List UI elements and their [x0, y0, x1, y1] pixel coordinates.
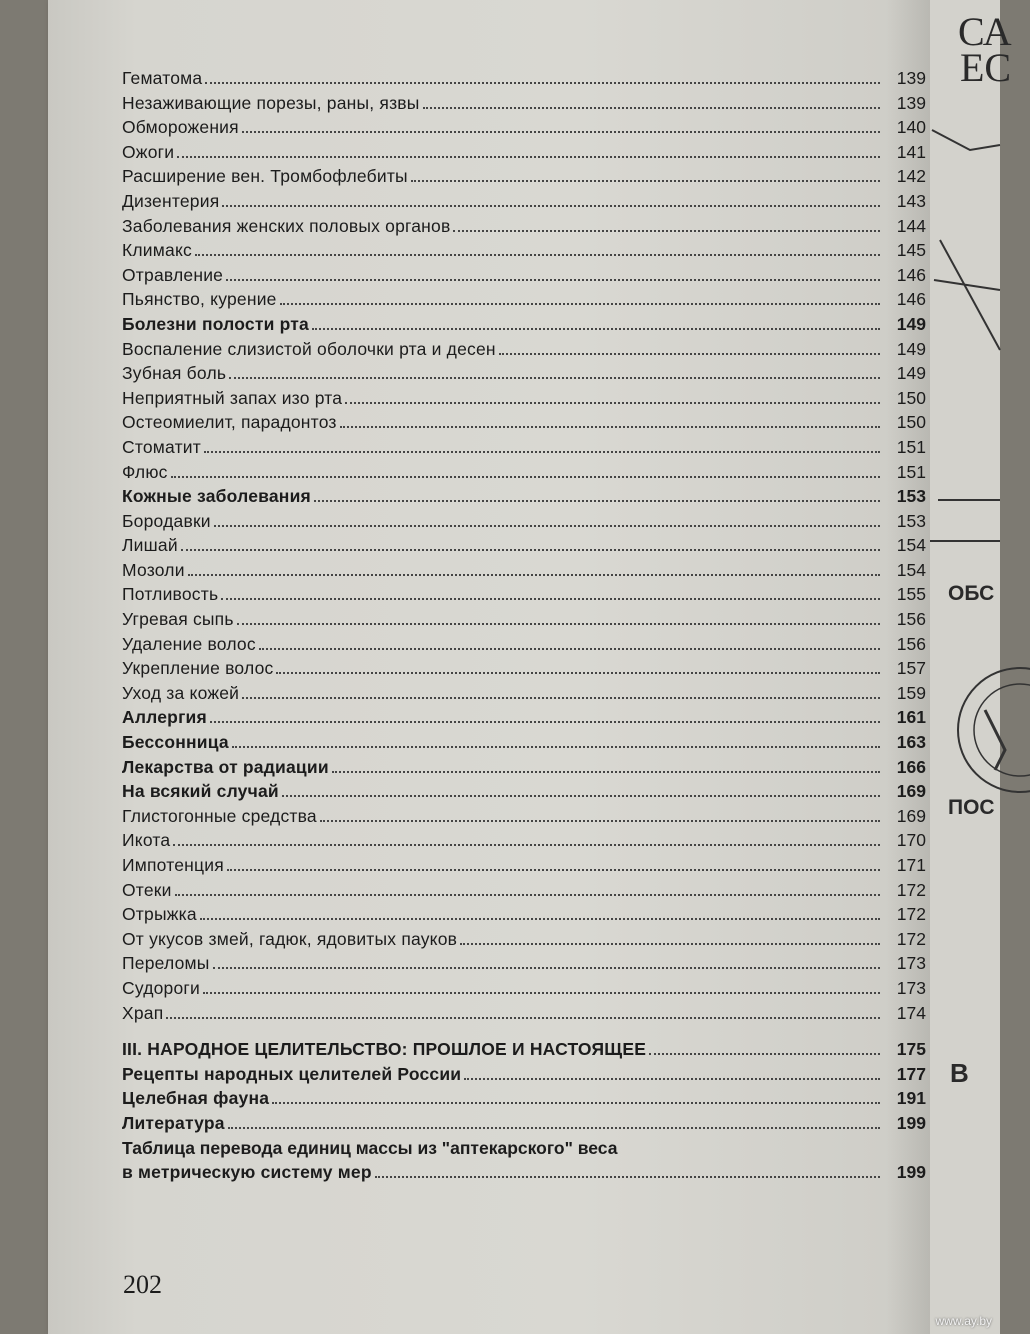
- toc-entry: [122, 1111, 930, 1136]
- toc-entry-title: Рецепты народных целителей России: [122, 1063, 462, 1084]
- dot-leader: [210, 721, 880, 723]
- dot-leader: [320, 820, 880, 822]
- toc-entry-title: Климакс: [122, 240, 192, 261]
- dot-leader: [166, 1017, 880, 1019]
- toc-entry-page: 149: [896, 313, 926, 334]
- toc-entry-title: Заболевания женских половых органов: [122, 215, 451, 236]
- toc-entry: [122, 435, 930, 460]
- toc-entry-title: Удаление волос: [122, 633, 256, 654]
- adjacent-page-rule: [930, 540, 1000, 542]
- toc-entry-page: 143: [896, 190, 926, 211]
- toc-entry-page: 163: [896, 732, 926, 753]
- toc-entry-title: Угревая сыпь: [122, 609, 234, 630]
- toc-entry: [122, 951, 930, 976]
- toc-entry-page: 156: [896, 609, 926, 630]
- dot-leader: [232, 746, 880, 748]
- toc-entry-title: Обморожения: [122, 117, 239, 138]
- toc-entry-page: 171: [896, 855, 926, 875]
- toc-entry-page: 177: [896, 1063, 926, 1084]
- toc-entry: [122, 1037, 930, 1062]
- toc-entry-page: 142: [896, 166, 926, 187]
- dot-leader: [280, 303, 880, 305]
- toc-entry-title: Потливость: [122, 584, 219, 605]
- dot-leader: [423, 107, 880, 109]
- page-number: 202: [123, 1270, 162, 1299]
- toc-entry-title: Незаживающие порезы, раны, язвы: [122, 92, 420, 113]
- toc-entry: [122, 853, 930, 878]
- toc-entry: [122, 287, 930, 312]
- toc-entry: [122, 533, 930, 558]
- dot-leader: [340, 426, 880, 428]
- adjacent-page-text-1: СА: [958, 9, 1012, 54]
- toc-entry: [122, 632, 930, 657]
- dot-leader: [242, 697, 880, 699]
- toc-entry: [122, 337, 930, 362]
- toc-entry-title: Литература: [122, 1112, 225, 1133]
- toc-entry: [122, 386, 930, 411]
- toc-entry: [122, 878, 930, 903]
- toc-entry: [122, 214, 930, 239]
- toc-entry-page: 139: [896, 68, 926, 88]
- toc-entry-title: Неприятный запах изо рта: [122, 387, 343, 408]
- toc-entry-title: Бородавки: [122, 510, 211, 531]
- toc-entry: [122, 410, 930, 435]
- toc-entry: [122, 730, 930, 755]
- dot-leader: [259, 648, 880, 650]
- toc-entry: [122, 705, 930, 730]
- toc-entry-title: Глистогонные средства: [122, 805, 317, 826]
- toc-entry-page: 153: [896, 486, 926, 507]
- toc-entry-page: 146: [896, 264, 926, 285]
- dot-leader: [229, 377, 880, 379]
- toc-entry-page: 191: [896, 1088, 926, 1109]
- toc-entry: [122, 460, 930, 485]
- adjacent-page-illustration: [930, 90, 1000, 510]
- dot-leader: [312, 328, 880, 330]
- toc-entry: [122, 927, 930, 952]
- dot-leader: [464, 1078, 880, 1080]
- toc-entry: [122, 681, 930, 706]
- toc-entry: [122, 263, 930, 288]
- toc-entry-title: Икота: [122, 830, 171, 851]
- dot-leader: [181, 549, 880, 551]
- toc-entry-page: 169: [896, 805, 926, 826]
- toc-entry-title: Воспаление слизистой оболочки рта и десен: [122, 338, 496, 359]
- toc-entry-page: 170: [896, 830, 926, 851]
- dot-leader: [175, 894, 880, 896]
- dot-leader: [222, 205, 880, 207]
- toc-entry-title: Лишай: [122, 535, 178, 556]
- toc-entry-title: Пьянство, курение: [122, 289, 277, 310]
- toc-entry: [122, 509, 930, 534]
- toc-entry: [122, 607, 930, 632]
- toc-entry-page: 166: [896, 756, 926, 777]
- toc-entry-page: 173: [896, 977, 926, 998]
- toc-section-3: [122, 1037, 930, 1135]
- dot-leader: [188, 574, 880, 576]
- toc-entry: [122, 558, 930, 583]
- dot-leader: [282, 795, 880, 797]
- dot-leader: [195, 254, 880, 256]
- toc-entry-page: 157: [896, 658, 926, 679]
- dot-leader: [453, 230, 880, 232]
- toc-entry-title: Переломы: [122, 953, 210, 974]
- dot-leader: [411, 180, 880, 182]
- toc-entry: [122, 238, 930, 263]
- toc-entry-title: Кожные заболевания: [122, 486, 311, 507]
- dot-leader: [203, 992, 880, 994]
- dot-leader: [173, 844, 880, 846]
- toc-entry-page: 155: [896, 584, 926, 605]
- toc-entry-title: в метрическую систему мер: [122, 1162, 372, 1183]
- dot-leader: [276, 672, 880, 674]
- toc-entry-page: 151: [896, 436, 926, 457]
- dot-leader: [213, 967, 880, 969]
- toc-entry-title: Дизентерия: [122, 190, 220, 211]
- toc-entry-page: 149: [896, 363, 926, 384]
- toc-entry: [122, 312, 930, 337]
- toc-entry-title: Целебная фауна: [122, 1088, 270, 1109]
- dot-leader: [221, 598, 880, 600]
- toc-entry-page: 145: [896, 240, 926, 261]
- toc-entry: [122, 1001, 930, 1026]
- toc-entry: [122, 976, 930, 1001]
- toc-entry-title: Ожоги: [122, 141, 175, 162]
- dot-leader: [237, 623, 880, 625]
- dot-leader: [226, 279, 880, 281]
- toc-entry: [122, 779, 930, 804]
- adjacent-page-heading-1: ОБС: [948, 582, 995, 605]
- toc-entry: [122, 755, 930, 780]
- toc-entry-page: 172: [896, 928, 926, 949]
- toc-entry: [122, 656, 930, 681]
- table-of-contents: [122, 66, 930, 1185]
- toc-entry-page: 153: [896, 510, 926, 531]
- dot-leader: [228, 1127, 880, 1129]
- dot-leader: [272, 1102, 880, 1104]
- toc-entry-title: Бессонница: [122, 732, 229, 753]
- toc-entry: [122, 902, 930, 927]
- toc-entry-title: Аллергия: [122, 707, 207, 728]
- dot-leader: [345, 402, 880, 404]
- toc-entry-page: 150: [896, 387, 926, 408]
- dot-leader: [242, 131, 880, 133]
- toc-entry: [122, 189, 930, 214]
- toc-entry-title: Укрепление волос: [122, 658, 274, 679]
- toc-entries: [122, 66, 930, 1025]
- dot-leader: [171, 476, 880, 478]
- toc-entry-page: 172: [896, 879, 926, 900]
- dot-leader: [204, 451, 880, 453]
- dot-leader: [332, 771, 880, 773]
- adjacent-page-heading-2: ПОС: [948, 796, 995, 819]
- toc-entry-title: На всякий случай: [122, 781, 279, 802]
- toc-entry-page: 146: [896, 289, 926, 310]
- toc-entry-page: 169: [896, 781, 926, 802]
- toc-entry-page: 140: [896, 117, 926, 138]
- toc-entry-page: 151: [896, 461, 926, 482]
- seal-icon: [950, 640, 1030, 820]
- toc-entry-title: Импотенция: [122, 855, 224, 875]
- toc-entry: [122, 804, 930, 829]
- toc-entry-title: Отрыжка: [122, 904, 197, 925]
- toc-entry-page: 139: [896, 92, 926, 113]
- dot-leader: [177, 156, 880, 158]
- toc-entry-title: III. НАРОДНОЕ ЦЕЛИТЕЛЬСТВО: ПРОШЛОЕ И НАСТОЯЩЕЕ: [122, 1039, 647, 1060]
- toc-entry-page: 141: [896, 141, 926, 162]
- toc-entry: [122, 484, 930, 509]
- toc-entry-title: Зубная боль: [122, 363, 227, 384]
- toc-entry-page: 156: [896, 633, 926, 654]
- toc-entry: [122, 361, 930, 386]
- toc-entry-title: Храп: [122, 1002, 164, 1023]
- toc-entry-title: Гематома: [122, 68, 203, 88]
- toc-entry-title: Флюс: [122, 461, 168, 482]
- toc-entry-page: 174: [896, 1002, 926, 1023]
- dot-leader: [460, 943, 880, 945]
- toc-entry: [122, 1160, 930, 1185]
- toc-entry-title: Судороги: [122, 977, 200, 998]
- toc-entry-page: 161: [896, 707, 926, 728]
- toc-entry-page: 199: [896, 1112, 926, 1133]
- dot-leader: [499, 353, 880, 355]
- toc-entry-title: Болезни полости рта: [122, 313, 309, 334]
- toc-entry-title: Расширение вен. Тромбофлебиты: [122, 166, 408, 187]
- toc-entry-title: Уход за кожей: [122, 682, 240, 703]
- toc-entry-page: 149: [896, 338, 926, 359]
- toc-entry-title: Отравление: [122, 264, 224, 285]
- toc-entry-title: Мозоли: [122, 559, 185, 580]
- toc-entry-title: Стоматит: [122, 436, 201, 457]
- dot-leader: [314, 500, 880, 502]
- toc-entry: [122, 115, 930, 140]
- toc-entry-page: 173: [896, 953, 926, 974]
- watermark: www.ay.by: [935, 1314, 992, 1328]
- toc-entry: [122, 66, 930, 91]
- toc-entry-line: Таблица перевода единиц массы из "аптекарского" веса: [122, 1137, 618, 1158]
- dot-leader: [200, 918, 880, 920]
- dot-leader: [214, 525, 880, 527]
- dot-leader: [205, 82, 880, 84]
- toc-entry: [122, 164, 930, 189]
- toc-entry-page: 154: [896, 559, 926, 580]
- toc-entry-title: Отеки: [122, 879, 172, 900]
- toc-entry: [122, 1086, 930, 1111]
- toc-entry-page: 159: [896, 682, 926, 703]
- dot-leader: [649, 1053, 880, 1055]
- adjacent-page: [930, 0, 1012, 1334]
- toc-entry: [122, 1062, 930, 1087]
- toc-entry: [122, 828, 930, 853]
- toc-entry-title: Остеомиелит, парадонтоз: [122, 412, 337, 433]
- adjacent-page-text-2: ЕС: [960, 45, 1012, 90]
- toc-entry-page: 150: [896, 412, 926, 433]
- toc-entry-page: 199: [896, 1162, 926, 1183]
- toc-entry-page: 172: [896, 904, 926, 925]
- toc-entry: [122, 140, 930, 165]
- dot-leader: [227, 869, 880, 871]
- toc-entry: [122, 582, 930, 607]
- adjacent-page-letter: В: [950, 1058, 969, 1088]
- dot-leader: [375, 1176, 880, 1178]
- toc-entry-page: 154: [896, 535, 926, 556]
- toc-entry-page: 175: [896, 1039, 926, 1060]
- toc-entry-title: Лекарства от радиации: [122, 756, 329, 777]
- toc-entry-page: 144: [896, 215, 926, 236]
- toc-entry: [122, 91, 930, 116]
- toc-entry-title: От укусов змей, гадюк, ядовитых пауков: [122, 928, 458, 949]
